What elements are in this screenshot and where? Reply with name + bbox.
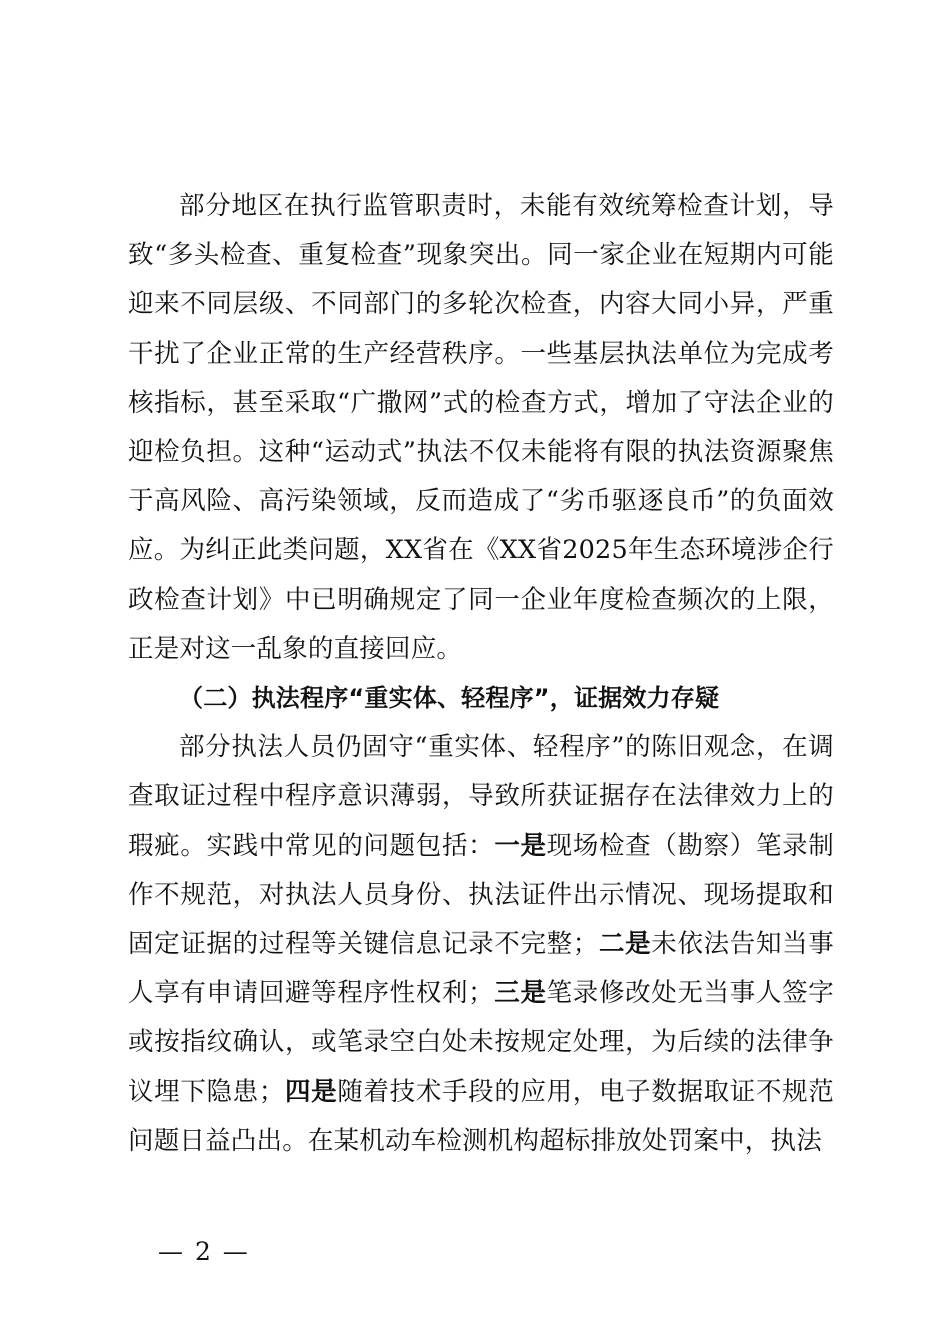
paragraph-inspection-planning [128,182,834,674]
page-number: — 2 — [158,1237,250,1266]
issue-text-second: 未依法告知当事人享有申请回避等程序性权利； [128,929,834,1009]
paragraph-evidence-procedure [128,723,834,1166]
bold-label-first: 一是 [494,830,547,861]
heading-text: （二）执法程序“重实体、轻程序”，证据效力存疑 [179,684,720,713]
document-body [128,182,834,1166]
bold-label-second: 二是 [598,929,652,960]
paragraph-intro-text: 部分执法人员仍固守“重实体、轻程序”的陈旧观念，在调查取证过程中程序意识薄弱，导致所获证据存在法律效力上的瑕疵。实践中常见的问题包括： [128,732,834,861]
issue-text-third: 笔录修改处无当事人签字或按指纹确认，或笔录空白处未按规定处理，为后续的法律争议埋下隐患； [128,978,834,1107]
bold-label-third: 三是 [493,978,547,1009]
issue-text-first: 现场检查（勘察）笔录制作不规范，对执法人员身份、执法证件出示情况、现场提取和固定证据的过程等关键信息记录不完整； [128,830,835,960]
section-heading-procedure [128,674,834,723]
bold-label-fourth: 四是 [284,1076,338,1107]
issue-text-fourth: 随着技术手段的应用，电子数据取证不规范问题日益凸出。在某机动车检测机构超标排放处罚案中，执法 [128,1076,834,1156]
paragraph-text: 部分地区在执行监管职责时，未能有效统筹检查计划，导致“多头检查、重复检查”现象突出。同一家企业在短期内可能迎来不同层级、不同部门的多轮次检查，内容大同小异，严重干扰了企业正常的生产经营秩序。一些基层执法单位为完成考核指标，甚至采取“广撒网”式的检查方式，增加了守法企业的迎检负担。这种“运动式”执法不仅未能将有限的执法资源聚焦于高风险、高污染领域，反而造成了“劣币驱逐良币”的负面效应。为纠正此类问题，XX省在《XX省2025年生态环境涉企行政检查计划》中已明确规定了同一企业年度检查频次的上限，正是对这一乱象的直接回应。 [128,191,834,664]
